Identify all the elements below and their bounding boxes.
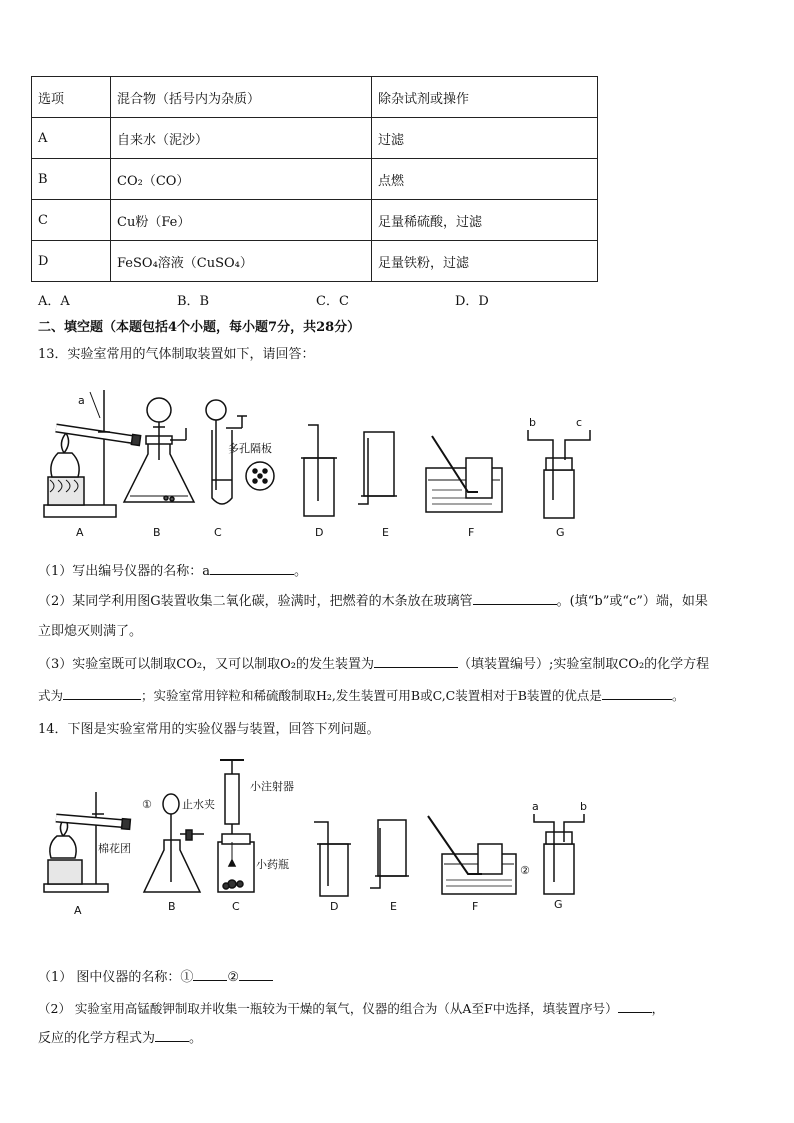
label-clip: 止水夹 <box>182 798 215 811</box>
q14-apparatus-g <box>534 814 584 894</box>
label-vial: 小药瓶 <box>256 858 289 871</box>
table-cell: FeSO₄溶液（CuSO₄） <box>111 241 372 282</box>
fig13-label-b: B <box>153 526 161 539</box>
choice-d: D．D <box>455 294 489 309</box>
table-cell: B <box>32 159 111 200</box>
fig14-label-f: F <box>472 900 479 913</box>
q14-apparatus-c <box>218 760 254 892</box>
label-c: c <box>576 416 583 429</box>
label-a: a <box>78 394 85 407</box>
q13-apparatus-figure <box>36 380 596 540</box>
answer-choices <box>38 290 594 309</box>
table-cell: CO₂（CO） <box>111 159 372 200</box>
label-b: b <box>529 416 536 429</box>
table-cell: 点燃 <box>372 159 598 200</box>
label-circle-2: ② <box>520 864 530 877</box>
table-row <box>32 241 598 282</box>
fig13-label-e: E <box>382 526 389 539</box>
table-cell: D <box>32 241 111 282</box>
answer-blank[interactable] <box>155 1029 189 1042</box>
fig14-label-g: G <box>554 898 563 911</box>
fig14-label-e: E <box>390 900 397 913</box>
table-row <box>32 118 598 159</box>
table-cell: 自来水（泥沙） <box>111 118 372 159</box>
table-cell: Cu粉（Fe） <box>111 200 372 241</box>
table-row <box>32 77 598 118</box>
q14-apparatus-figure <box>36 752 596 920</box>
answer-blank[interactable] <box>473 592 557 605</box>
q13-part2: （2）某同学利用图G装置收集二氧化碳，验满时，把燃着的木条放在玻璃管 。(填“b”或“c”）端，如果 <box>38 594 708 609</box>
q13-part3: （3）实验室既可以制取CO₂，又可以制取O₂的发生装置为 （填装置编号）;实验室制取CO₂的化学方程 <box>38 657 710 672</box>
q13-apparatus-b <box>124 398 194 502</box>
fig13-label-c: C <box>214 526 222 539</box>
fig13-label-f: F <box>468 526 475 539</box>
label-cotton: 棉花团 <box>98 842 131 855</box>
table-cell: 混合物（括号内为杂质） <box>111 77 372 118</box>
label-b: b <box>580 800 587 813</box>
answer-blank[interactable] <box>618 1000 652 1013</box>
table-cell: 足量稀硫酸，过滤 <box>372 200 598 241</box>
choice-a: A．A <box>38 294 70 309</box>
q14-part2-cont: 反应的化学方程式为 。 <box>38 1031 203 1046</box>
answer-blank[interactable] <box>193 968 227 981</box>
choice-b: B．B <box>177 294 210 309</box>
answer-blank[interactable] <box>602 687 672 700</box>
fig14-label-a: A <box>74 904 82 917</box>
table-cell: 过滤 <box>372 118 598 159</box>
table-cell: 选项 <box>32 77 111 118</box>
table-row <box>32 159 598 200</box>
fig14-label-c: C <box>232 900 240 913</box>
label-syringe: 小注射器 <box>250 780 294 793</box>
q14-stem: 14．下图是实验室常用的实验仪器与装置，回答下列问题。 <box>38 722 380 737</box>
fig13-label-a: A <box>76 526 84 539</box>
q14-apparatus-d <box>314 822 351 896</box>
options-table <box>31 76 598 282</box>
q13-part3-cont: 式为 ；实验室常用锌粒和稀硫酸制取H₂,发生装置可用B或C,C装置相对于B装置的优点是 。 <box>38 688 685 703</box>
q14-apparatus-e <box>370 820 409 888</box>
choice-c: C．C <box>316 294 349 309</box>
answer-blank[interactable] <box>210 562 294 575</box>
q13-apparatus-d <box>301 425 337 516</box>
table-cell: 足量铁粉，过滤 <box>372 241 598 282</box>
answer-blank[interactable] <box>63 687 141 700</box>
table-cell: A <box>32 118 111 159</box>
q13-part2-cont: 立即熄灭则满了。 <box>38 624 143 639</box>
answer-blank[interactable] <box>239 968 273 981</box>
label-porous-plate: 多孔隔板 <box>228 442 272 455</box>
q13-apparatus-f <box>426 436 502 512</box>
fig14-label-d: D <box>330 900 339 913</box>
table-row <box>32 200 598 241</box>
table-cell: 除杂试剂或操作 <box>372 77 598 118</box>
answer-blank[interactable] <box>374 655 458 668</box>
q13-apparatus-g <box>528 430 590 518</box>
label-circle-1: ① <box>142 798 152 811</box>
q14-apparatus-f <box>428 816 516 894</box>
q14-part1: （1） 图中仪器的名称：① ② <box>38 968 758 988</box>
fig14-label-b: B <box>168 900 176 913</box>
q13-stem: 13．实验室常用的气体制取装置如下，请回答： <box>38 347 315 362</box>
q14-part2: （2） 实验室用高锰酸钾制取并收集一瓶较为干燥的氧气，仪器的组合为（从A至F中选择，填装置序号） ， <box>38 1001 665 1016</box>
fig13-label-g: G <box>556 526 565 539</box>
table-cell: C <box>32 200 111 241</box>
fig13-label-d: D <box>315 526 324 539</box>
q13-part1: （1）写出编号仪器的名称：a 。 <box>38 564 308 579</box>
section-title: 二、填空题（本题包括4个小题，每小题7分，共28分） <box>38 320 361 335</box>
q13-apparatus-e <box>358 432 397 504</box>
label-a: a <box>532 800 539 813</box>
